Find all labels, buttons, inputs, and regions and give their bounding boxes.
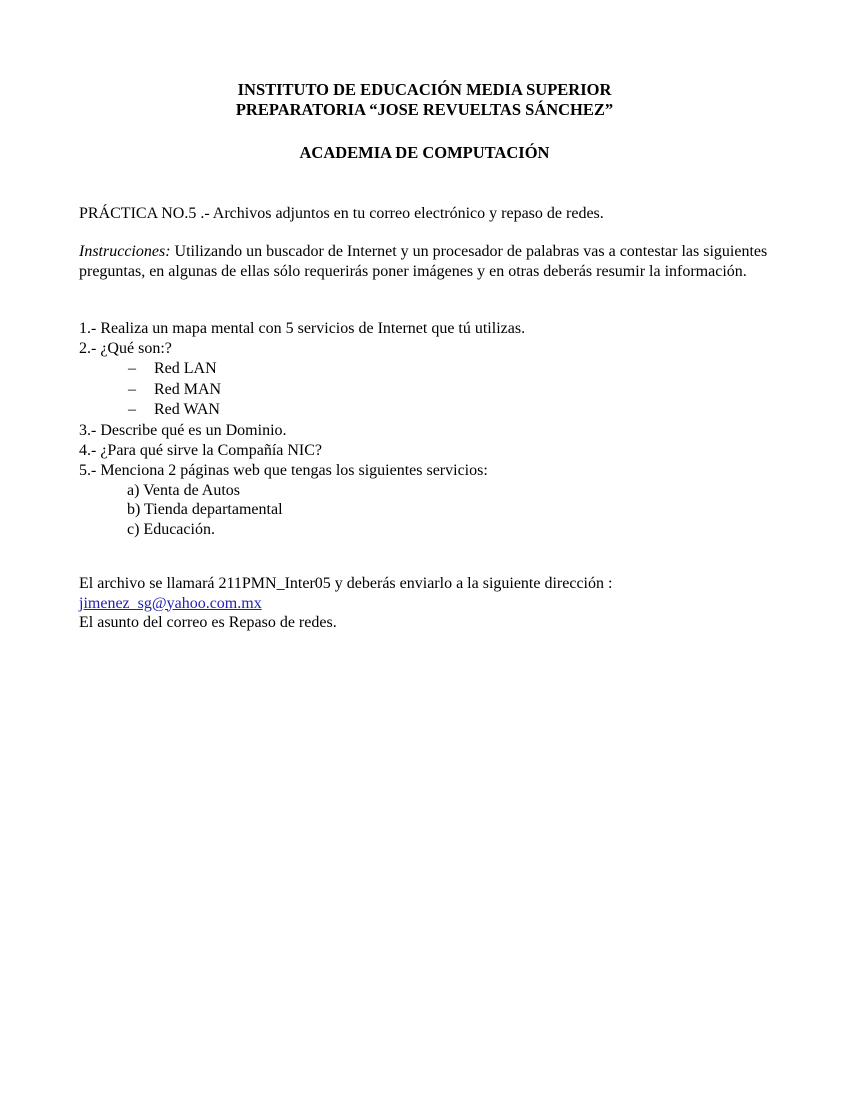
email-link[interactable]: jimenez_sg@yahoo.com.mx: [79, 594, 262, 612]
question-2: 2.- ¿Qué son:?: [79, 340, 172, 357]
service-item-store: b) Tienda departamental: [127, 501, 283, 518]
school-title: PREPARATORIA “JOSE REVUELTAS SÁNCHEZ”: [235, 100, 614, 119]
dash-bullet: –: [128, 360, 136, 377]
academy-title: ACADEMIA DE COMPUTACIÓN: [299, 143, 550, 162]
instructions-paragraph: [79, 242, 769, 281]
file-name-line: El archivo se llamará 211PMN_Inter05 y deberás enviarlo a la siguiente dirección :: [79, 575, 613, 592]
dash-bullet: –: [128, 380, 136, 398]
question-3: 3.- Describe qué es un Dominio.: [79, 421, 287, 439]
institute-title: INSTITUTO DE EDUCACIÓN MEDIA SUPERIOR: [237, 80, 612, 99]
question-5: 5.- Menciona 2 páginas web que tengas los siguientes servicios:: [79, 461, 488, 479]
network-type-lan: Red LAN: [154, 360, 217, 377]
list-item: [79, 380, 779, 401]
subject-line: El asunto del correo es Repaso de redes.: [79, 614, 337, 631]
network-type-man: Red MAN: [154, 380, 222, 398]
dash-bullet: –: [128, 401, 136, 418]
instructions-label: Instrucciones:: [79, 243, 171, 260]
list-item: [79, 400, 779, 421]
submission-instructions: [79, 574, 779, 633]
list-item: [79, 359, 779, 380]
questions-list: [79, 319, 779, 539]
question-4: 4.- ¿Para qué sirve la Compañía NIC?: [79, 441, 323, 459]
service-item-education: c) Educación.: [127, 520, 215, 538]
question-1: 1.- Realiza un mapa mental con 5 servicios de Internet que tú utilizas.: [79, 320, 526, 337]
instructions-text: Utilizando un buscador de Internet y un procesador de palabras vas a contestar las siguientes preguntas, en algunas de ellas sólo requerirás poner imágenes y en otras deberás resumir la información.: [79, 243, 768, 280]
practice-title: PRÁCTICA NO.5 .- Archivos adjuntos en tu correo electrónico y repaso de redes.: [79, 205, 604, 222]
service-item-autos: a) Venta de Autos: [127, 481, 241, 499]
network-type-wan: Red WAN: [154, 401, 220, 418]
